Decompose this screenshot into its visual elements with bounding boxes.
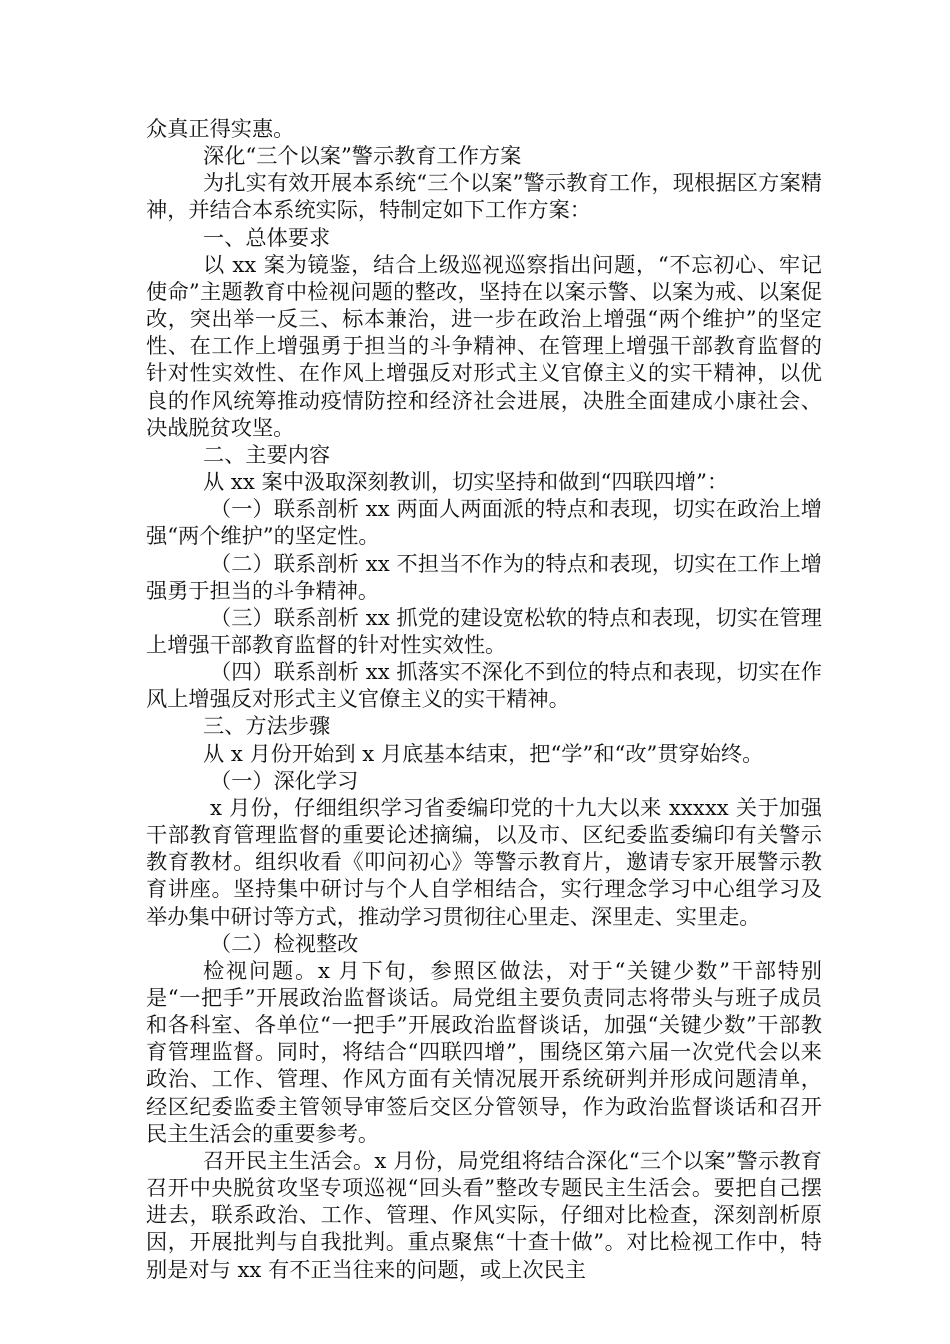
document-title: 深化“三个以案”警示教育工作方案 bbox=[203, 143, 522, 169]
paragraph-main-content: 从 xx 案中汲取深刻教训，切实坚持和做到“四联四增”： bbox=[203, 469, 729, 495]
list-item-3: （三）联系剖析 xx 抓党的建设宽松软的特点和表现，切实在管理上增强干部教育监督的针对性实效性。 bbox=[146, 604, 822, 657]
paragraph-democratic-meeting: 召开民主生活会。x 月份，局党组将结合深化“三个以案”警示教育召开中央脱贫攻坚专项巡视“回头看”整改专题民主生活会。要把自己摆进去，联系政治、工作、管理、作风实际，仔细对比检查，深刻剖析原因，开展批判与自我批判。重点聚焦“十查十做”。对比检视工作中，特别是对与 xx 有不正当往来的问题，或上次民主 bbox=[146, 1147, 822, 1282]
document-body bbox=[146, 115, 822, 1283]
section-heading-3: 三、方法步骤 bbox=[203, 713, 331, 739]
paragraph-continuation: 众真正得实惠。 bbox=[146, 116, 295, 141]
list-item-1: （一）联系剖析 xx 两面人两面派的特点和表现，切实在政治上增强“两个维护”的坚定性。 bbox=[146, 496, 822, 549]
paragraph-intro: 为扎实有效开展本系统“三个以案”警示教育工作，现根据区方案精神，并结合本系统实际，特制定如下工作方案： bbox=[146, 170, 822, 223]
paragraph-inspection: 检视问题。x 月下旬，参照区做法，对于“关键少数”干部特别是“一把手”开展政治监督谈话。局党组主要负责同志将带头与班子成员和各科室、各单位“一把手”开展政治监督谈话，加强“关键少数”干部教育管理监督。同时，将结合“四联四增”，围绕区第六届一次党代会以来政治、工作、管理、作风方面有关情况展开系统研判并形成问题清单，经区纪委监委主管领导审签后交区分管领导，作为政治监督谈话和召开民主生活会的重要参考。 bbox=[146, 957, 822, 1146]
subsection-heading-2: （二）检视整改 bbox=[210, 930, 359, 956]
section-heading-1: 一、总体要求 bbox=[203, 224, 331, 250]
paragraph-method-steps: 从 x 月份开始到 x 月底基本结束，把“学”和“改”贯穿始终。 bbox=[203, 740, 764, 766]
list-item-2: （二）联系剖析 xx 不担当不作为的特点和表现，切实在工作上增强勇于担当的斗争精神。 bbox=[146, 550, 822, 603]
list-item-4: （四）联系剖析 xx 抓落实不深化不到位的特点和表现，切实在作风上增强反对形式主义官僚主义的实干精神。 bbox=[146, 659, 822, 712]
paragraph-study: x 月份，仔细组织学习省委编印党的十九大以来 xxxxx 关于加强干部教育管理监督的重要论述摘编，以及市、区纪委监委编印有关警示教育教材。组织收看《叩问初心》等警示教育片，邀请专家开展警示教育讲座。坚持集中研讨与个人自学相结合，实行理念学习中心组学习及举办集中研讨等方式，推动学习贯彻往心里走、深里走、实里走。 bbox=[146, 794, 822, 929]
section-heading-2: 二、主要内容 bbox=[203, 441, 331, 467]
paragraph-general-requirements: 以 xx 案为镜鉴，结合上级巡视巡察指出问题，“不忘初心、牢记使命”主题教育中检视问题的整改，坚持在以案示警、以案为戒、以案促改，突出举一反三、标本兼治，进一步在政治上增强“两个维护”的坚定性、在工作上增强勇于担当的斗争精神、在管理上增强干部教育监督的针对性实效性、在作风上增强反对形式主义官僚主义的实干精神，以优良的作风统筹推动疫情防控和经济社会进展，决胜全面建成小康社会、决战脱贫攻坚。 bbox=[146, 251, 822, 440]
subsection-heading-1: （一）深化学习 bbox=[210, 767, 359, 793]
